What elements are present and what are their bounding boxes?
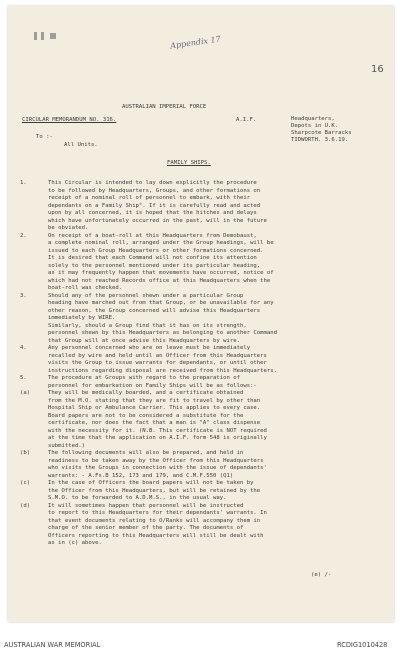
body-line: It is desired that each Command will not confine its attention: [48, 255, 257, 261]
body-line: They will be medically boarded, and a certificate obtained: [48, 390, 244, 396]
hq-line: Sharpcote Barracks: [291, 130, 352, 136]
body-line: that event documents relating to O/Ranks will accompany them in: [48, 517, 261, 524]
handwritten-annotation: Appendix 17: [169, 34, 222, 51]
body-line: This Circular is intended to lay down explicitly the procedure: [48, 180, 257, 186]
body-line: readiness to be taken away by the Officer from this Headquarters: [48, 457, 264, 464]
subject-heading: FAMILY SHIPS.: [167, 160, 211, 166]
body-line: S.M.O. to be forwarded to A.D.M.S., in the usual way.: [48, 495, 227, 501]
body-line: personnel for embarkation on Family Ships will be as follows:-: [48, 382, 257, 389]
hq-line: TIDWORTH. 3.6.19.: [291, 137, 349, 143]
body-line: charge of the senior member of the party. The documents of: [48, 525, 244, 531]
footer-right: RCDIG1010428: [337, 641, 388, 649]
hq-line: Depots in U.K.: [291, 123, 339, 129]
stamp-number: 16: [371, 64, 384, 75]
body-line: certificate, nor does the fact that a man is "A" class dispense: [48, 420, 261, 426]
hq-line: Headquarters,: [291, 116, 335, 122]
punch-hole: [41, 32, 44, 40]
body-line: which had not reached Records office at this Headquarters when the: [48, 277, 271, 284]
body-line: with the necessity for it. (N.B. This certificate is NOT required: [48, 427, 267, 434]
body-line: as it may frequently happen that movements have occurred, notice of: [48, 270, 274, 276]
body-line: as in (c) above.: [48, 540, 102, 546]
to-value: All Units.: [64, 142, 98, 148]
body-line: visits the Group to issue warrants for dependants, or until other: [48, 360, 267, 366]
body-line: On receipt of a boat-roll at this Headquarters from Demobaust,: [48, 232, 257, 239]
punch-hole: [50, 33, 56, 39]
paragraph-marker: 2.: [20, 232, 27, 239]
body-line: Should any of the personnel shewn under a particular Group: [48, 292, 244, 299]
body-line: dependants on a Family Ship". If it is carefully read and acted: [48, 202, 261, 209]
body-line: The following documents will also be prepared, and held in: [48, 450, 244, 456]
body-line: upon by all concerned, it is hoped that the hitches and delays: [48, 210, 257, 216]
body-line: solely to the personnel mentioned under its particular heading,: [48, 262, 261, 269]
body-line: to be followed by Headquarters, Groups, and other formations on: [48, 187, 261, 194]
continuation-marker: (e) /-: [311, 572, 332, 578]
body-line: instructions regarding disposal are received from this Headquarters.: [48, 367, 278, 374]
paragraph-marker: 4.: [20, 345, 27, 351]
body-line: the Officer from this Headquarters, but will be retained by the: [48, 487, 261, 494]
body-line: which have unfortunately occurred in the past, will in the future: [48, 217, 267, 224]
body-line: that Group will at once advise this Headquarters by wire.: [48, 337, 240, 344]
body-line: issued to each Group Headquarters or other formations concerned.: [48, 247, 264, 254]
body-line: be obviated.: [48, 225, 89, 231]
body-line: other reason, the Group concerned will advise this Headquarters: [48, 307, 261, 314]
body-line: The procedure at Groups with regard to the preparation of: [48, 375, 240, 381]
paragraph-marker: 3.: [20, 292, 27, 299]
body-line: personnel shewn by this Headquarters as belonging to another Command: [48, 330, 278, 336]
paragraph-marker: 5.: [20, 375, 27, 381]
body-line: Board papers are not to be considered a substitute for the: [48, 412, 244, 419]
body-line: boat-roll was checked.: [48, 285, 123, 291]
memo-number: CIRCULAR MEMORANDUM NO. 316.: [22, 117, 117, 123]
paragraph-marker: 1.: [20, 180, 27, 186]
paragraph-marker: (b): [20, 450, 31, 456]
body-line: Officers reporting to this Headquarters will still be dealt with: [48, 532, 264, 539]
body-line: submitted.): [48, 442, 86, 449]
document-page: [8, 6, 394, 622]
body-line: who visits the Groups in connection with the issue of dependants': [48, 465, 267, 471]
body-line: a complete nominal roll, arranged under the Group headings, will be: [48, 240, 274, 246]
body-line: Similarly, should a Group find that it has on its strength,: [48, 322, 247, 329]
paragraph-marker: (c): [20, 480, 31, 486]
to-label: To :-: [36, 134, 53, 140]
document-title: AUSTRALIAN IMPERIAL FORCE: [122, 104, 207, 110]
body-line: Hospital Ship or Ambulance Carrier. This applies to every case.: [48, 405, 261, 411]
body-line: from the M.O. stating that they are fit to travel by other than: [48, 397, 261, 404]
aif-label: A.I.F.: [236, 117, 257, 123]
body-line: receipt of a nominal roll of personnel to embark, with their: [48, 195, 251, 201]
body-line: warrants: - A.Fs.B 152, 173 and 179, and C.M.F.550 (Q1): [48, 472, 234, 479]
body-line: immediately by WIRE.: [48, 315, 116, 321]
body-line: In the case of Officers the board papers will not be taken by: [48, 480, 254, 486]
footer-left: AUSTRALIAN WAR MEMORIAL: [4, 641, 101, 649]
body-line: at the time that the application on A.I.F. form 548 is originally: [48, 435, 267, 441]
body-line: to report to this Headquarters for their dependants' warrants. In: [48, 510, 267, 516]
body-line: heading have marched out from that Group, or be unavailable for any: [48, 300, 274, 306]
paragraph-marker: (a): [20, 390, 31, 396]
body-line: It will sometimes happen that personnel will be instructed: [48, 502, 244, 509]
paragraph-marker: (d): [20, 502, 31, 509]
body-line: Any personnel concerned who are on leave must be immediately: [48, 345, 251, 351]
punch-hole: [34, 32, 37, 40]
body-line: recalled by wire and held until an Officer from this Headquarters: [48, 352, 267, 359]
